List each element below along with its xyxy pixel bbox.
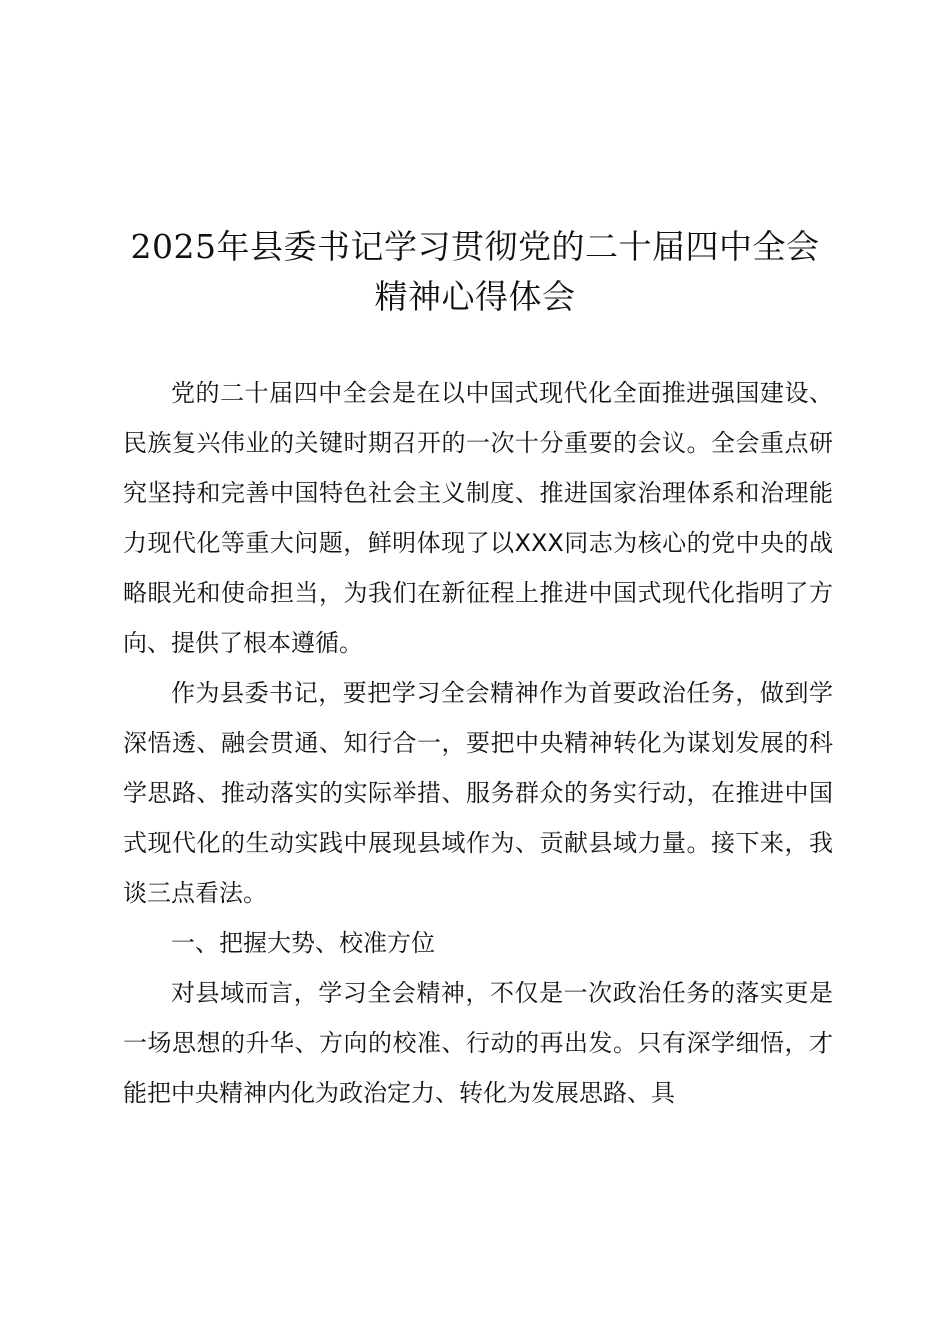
paragraph-2: 作为县委书记，要把学习全会精神作为首要政治任务，做到学深悟透、融会贯通、知行合一，要把中央精神转化为谋划发展的科学思路、推动落实的实际举措、服务群众的务实行动，在推进中国式现代化的生动实践中展现县域作为、贡献县域力量。接下来，我谈三点看法。: [123, 679, 833, 907]
title-line-1: 2025年县委书记学习贯彻党的二十届四中全会: [130, 227, 820, 266]
title-line-2: 精神心得体会: [374, 277, 576, 316]
paragraph-3: 对县域而言，学习全会精神，不仅是一次政治任务的落实更是一场思想的升华、方向的校准、行动的再出发。只有深学细悟，才能把中央精神内化为政治定力、转化为发展思路、具: [123, 979, 833, 1107]
section-heading-1: 一、把握大势、校准方位: [171, 929, 435, 957]
paragraph-1: 党的二十届四中全会是在以中国式现代化全面推进强国建设、民族复兴伟业的关键时期召开的一次十分重要的会议。全会重点研究坚持和完善中国特色社会主义制度、推进国家治理体系和治理能力现代化等重大问题，鲜明体现了以XXX同志为核心的党中央的战略眼光和使命担当，为我们在新征程上推进中国式现代化指明了方向、提供了根本遵循。: [123, 379, 833, 657]
document-title: [95, 222, 855, 322]
document-body: [123, 368, 833, 1118]
